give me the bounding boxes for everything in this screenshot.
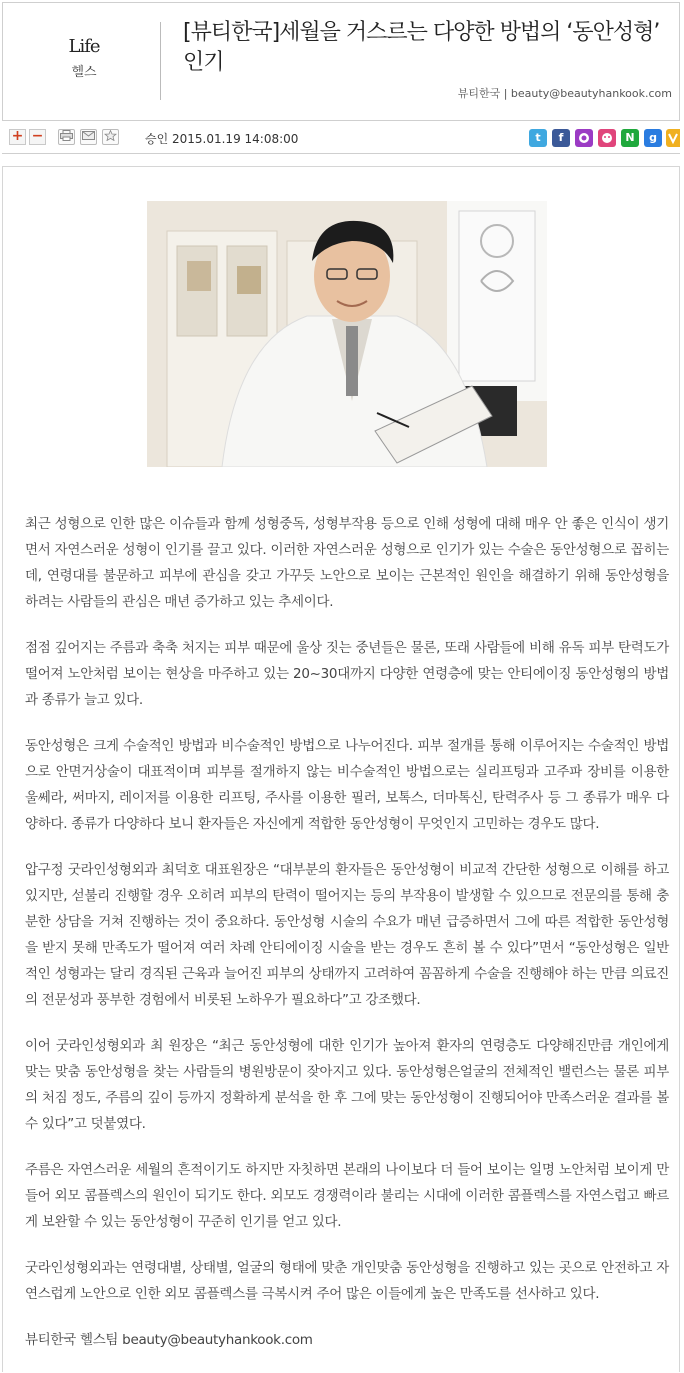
naver-share-icon[interactable] (621, 129, 639, 147)
article-paragraph-7: 굿라인성형외과는 연령대별, 상태별, 얼굴의 형태에 맞춘 개인맞춤 동안성형을 진행하고 있는 곳으로 안전하고 자연스럽게 노안으로 인한 외모 콤플렉스를 극복시켜 주어 많은 이들에게 높은 만족도를 선사하고 있다. (25, 1260, 669, 1302)
share-icon-4[interactable] (598, 129, 616, 147)
article-paragraph-6: 주름은 자연스러운 세월의 흔적이기도 하지만 자칫하면 본래의 나이보다 더 들어 보이는 일명 노안처럼 보이게 만들어 외모 콤플렉스의 원인이 되기도 한다. 외모도 경쟁력이라 불리는 시대에 이러한 콤플렉스를 자연스럽고 빠르게 보완할 수 있는 동안성형이 꾸준히 인기를 얻고 있다. (25, 1162, 669, 1230)
twitter-share-icon[interactable] (529, 129, 547, 147)
article-paragraph-5: 이어 굿라인성형외과 최 원장은 “최근 동안성형에 대한 인기가 높아져 환자의 연령층도 다양해진만큼 개인에게 맞는 맞춤 동안성형을 찾는 사람들의 병원방문이 잦아지고 있다. 동안성형은얼굴의 전체적인 밸런스는 물론 피부의 처짐 정도, 주름의 깊이 등까지 정확하게 분석을 한 후 그에 맞는 동안성형이 진행되어야 만족스러운 결과를 볼 수 있다”고 덧붙였다. (25, 1038, 669, 1132)
email-icon[interactable] (80, 129, 97, 145)
scrap-icon[interactable] (102, 129, 119, 145)
article-paragraph-3: 동안성형은 크게 수술적인 방법과 비수술적인 방법으로 나누어진다. 피부 절개를 통해 이루어지는 수술적인 방법으로 안면거상술이 대표적이며 피부를 절개하지 않는 비수술적인 방법으로는 실리프팅과 고주파 장비를 이용한 울쎄라, 써마지, 레이저를 이용한 리프팅, 주사를 이용한 필러, 보톡스, 더마톡신, 탄력주사 등 그 종류가 매우 다양하다. 종류가 다양하다 보니 환자들은 자신에게 적합한 동안성형이 무엇인지 고민하는 경우도 많다. (25, 738, 669, 832)
facebook-glyph: f (558, 131, 564, 144)
font-decrease-button[interactable]: − (29, 129, 46, 145)
share-icon-7[interactable] (666, 129, 680, 147)
font-increase-button[interactable]: + (9, 129, 26, 145)
header-divider (160, 22, 161, 100)
doctor-photo-illustration (147, 201, 547, 467)
article-toolbar (2, 120, 680, 154)
article-paragraph-4: 압구정 굿라인성형외과 최덕호 대표원장은 “대부분의 환자들은 동안성형이 비교적 간단한 성형으로 이해를 하고 있지만, 섣불리 진행할 경우 오히려 피부의 탄력이 떨어지는 등의 부작용이 발생할 수 있으므로 전문의를 통해 충분한 상담을 거쳐 진행하는 것이 중요하다. 동안성형 시술의 수요가 매년 급증하면서 그에 따른 적합한 동안성형을 받지 못해 만족도가 떨어져 여러 차례 안티에이징 시술을 받는 경우도 흔히 볼 수 있다”면서 “동안성형은 일반적인 성형과는 달리 경직된 근육과 늘어진 피부의 상태까지 고려하여 꼼꼼하게 수술을 진행해야 하는 만큼 의료진의 전문성과 풍부한 경험에서 비롯된 노하우가 필요하다”고 강조했다. (25, 862, 669, 1008)
print-icon[interactable] (58, 129, 75, 145)
byline: 뷰티한국 | beauty@beautyhankook.com (457, 87, 672, 100)
article-text (25, 511, 669, 1373)
twitter-glyph: t (535, 131, 541, 144)
facebook-share-icon[interactable] (552, 129, 570, 147)
section-main: Life (68, 36, 100, 57)
section-sub: 헬스 (71, 65, 97, 80)
article-paragraph-1: 최근 성형으로 인한 많은 이슈들과 함께 성형중독, 성형부작용 등으로 인해 성형에 대해 매우 안 좋은 인식이 생기면서 자연스러운 성형이 인기를 끌고 있다. 이러한 자연스러운 성형으로 인기가 있는 수술은 동안성형으로 꼽히는데, 연령대를 불문하고 피부에 관심을 갖고 가꾸듯 노안으로 보이는 근본적인 원인을 해결하기 위해 동안성형을 하려는 사람들의 관심은 매년 증가하고 있는 추세이다. (25, 516, 669, 610)
article-headline: [뷰티한국]세월을 거스르는 다양한 방법의 ‘동안성형’ 인기 (183, 20, 660, 75)
naver-glyph: N (625, 131, 635, 144)
google-share-icon[interactable] (644, 129, 662, 147)
section-label (36, 36, 132, 80)
article-signature: 뷰티한국 헬스팀 beauty@beautyhankook.com (25, 1332, 313, 1348)
share-icon-3[interactable] (575, 129, 593, 147)
article-photo (147, 201, 547, 467)
google-glyph: g (649, 131, 657, 144)
article-paragraph-2: 점점 깊어지는 주름과 축축 처지는 피부 때문에 울상 짓는 중년들은 물론, 또래 사람들에 비해 유독 피부 탄력도가 떨어져 노안처럼 보이는 현상을 마주하고 있는 20~30대까지 다양한 연령층에 맞는 안티에이징 동안성형의 방법과 종류가 늘고 있다. (25, 640, 669, 708)
approval-datetime: 승인 2015.01.19 14:08:00 (145, 132, 299, 146)
